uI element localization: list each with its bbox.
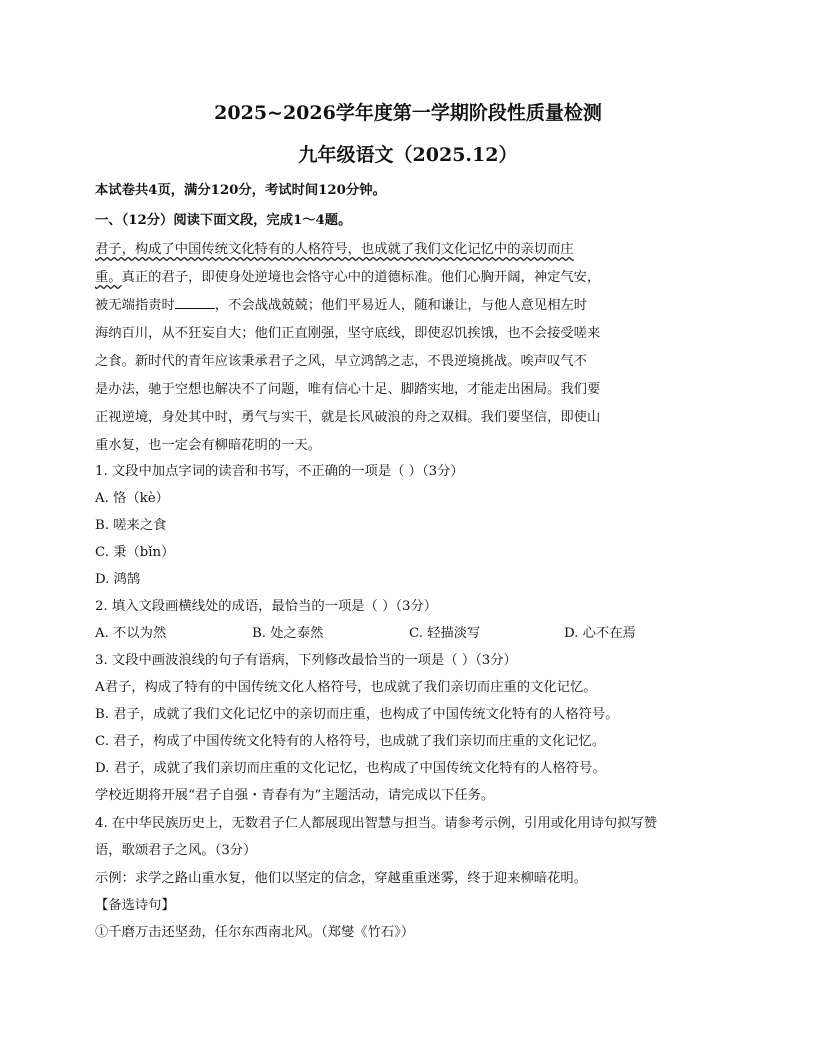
passage-line-5: 之食。新时代的青年应该秉承君子之风，早立鸿鹄之志，不畏逆境挑战。唉声叹气不	[95, 354, 587, 369]
question-2-option-d: D. 心不在焉	[564, 626, 636, 641]
question-3-option-c: C. 君子，构成了中国传统文化特有的人格符号，也成就了我们亲切而庄重的文化记忆。	[95, 734, 606, 749]
exam-subtitle: 九年级语文（2025.12）	[298, 144, 518, 166]
activity-intro: 学校近期将开展“君子自强・青春有为”主题活动，请完成以下任务。	[95, 788, 495, 803]
passage-line-7: 正视逆境，身处其中时，勇气与实干，就是长风破浪的舟之双楫。我们要坚信，即使山	[95, 410, 601, 425]
passage-line-2	[95, 268, 600, 288]
question-1-option-c: C. 秉（bǐn）	[95, 545, 175, 560]
question-4-example: 示例：求学之路山重水复，他们以坚定的信念，穿越重重迷雾，终于迎来柳暗花明。	[95, 871, 587, 886]
question-3-option-d: D. 君子，成就了我们亲切而庄重的文化记忆，也构成了中国传统文化特有的人格符号。	[95, 761, 606, 776]
question-1-option-d: D. 鸿鹄	[95, 572, 141, 587]
passage-line-1	[95, 240, 574, 260]
question-1-stem: 1. 文段中加点字词的读音和书写，不正确的一项是（ ）（3分）	[95, 464, 464, 479]
wavy-underlined-sentence-part-1: 君子，构成了中国传统文化特有的人格符号，也成就了我们文化记忆中的亲切而庄	[95, 242, 574, 257]
passage-line-3	[95, 296, 587, 316]
passage-line-6: 是办法，驰于空想也解决不了问题，唯有信心十足、脚踏实地，才能走出困局。我们要	[95, 382, 601, 397]
question-2-option-a: A. 不以为然	[95, 626, 167, 641]
passage-text: 真正的君子，即使身处逆境也会恪守心中的道德标准。他们心胸开阔，神定气安，	[121, 270, 601, 285]
question-4-stem-line-1: 4. 在中华民族历史上，无数君子仁人都展现出智慧与担当。请参考示例，引用或化用诗句拟写赞	[95, 816, 658, 831]
poem-1: ①千磨万击还坚劲，任尔东西南北风。（郑燮《竹石》）	[95, 925, 415, 940]
wavy-underlined-sentence-part-2: 重。	[95, 270, 122, 285]
exam-title: 2025~2026学年度第一学期阶段性质量检测	[214, 102, 602, 124]
exam-intro: 本试卷共4页，满分120分，考试时间120分钟。	[95, 183, 386, 198]
passage-text: ，不会战战兢兢；他们平易近人，随和谦让，与他人意见相左时	[214, 298, 588, 313]
passage-text: 被无端指责时	[95, 298, 175, 313]
question-2-stem: 2. 填入文段画横线处的成语，最恰当的一项是（ ）（3分）	[95, 599, 438, 614]
fill-in-blank	[175, 296, 215, 309]
question-3-stem: 3. 文段中画波浪线的句子有语病，下列修改最恰当的一项是（ ）（3分）	[95, 653, 517, 668]
question-1-option-b: B. 嗟来之食	[95, 518, 167, 533]
question-2-option-c: C. 轻描淡写	[409, 626, 481, 641]
question-2-option-b: B. 处之泰然	[252, 626, 324, 641]
section-heading: 一、（12分）阅读下面文段，完成1～4题。	[95, 213, 352, 228]
passage-line-4: 海纳百川，从不狂妄自大；他们正直刚强，坚守底线，即使忍饥挨饿，也不会接受嗟来	[95, 326, 601, 341]
question-4-stem-line-2: 语，歌颂君子之风。（3分）	[95, 843, 257, 858]
question-3-option-b: B. 君子，成就了我们文化记忆中的亲切而庄重，也构成了中国传统文化特有的人格符号。	[95, 707, 619, 722]
poems-heading: 【备选诗句】	[95, 898, 175, 913]
question-3-option-a: A君子，构成了特有的中国传统文化人格符号，也成就了我们亲切而庄重的文化记忆。	[95, 680, 597, 695]
question-1-option-a: A. 恪（kè）	[95, 491, 169, 506]
passage-line-8: 重水复，也一定会有柳暗花明的一天。	[95, 438, 322, 453]
